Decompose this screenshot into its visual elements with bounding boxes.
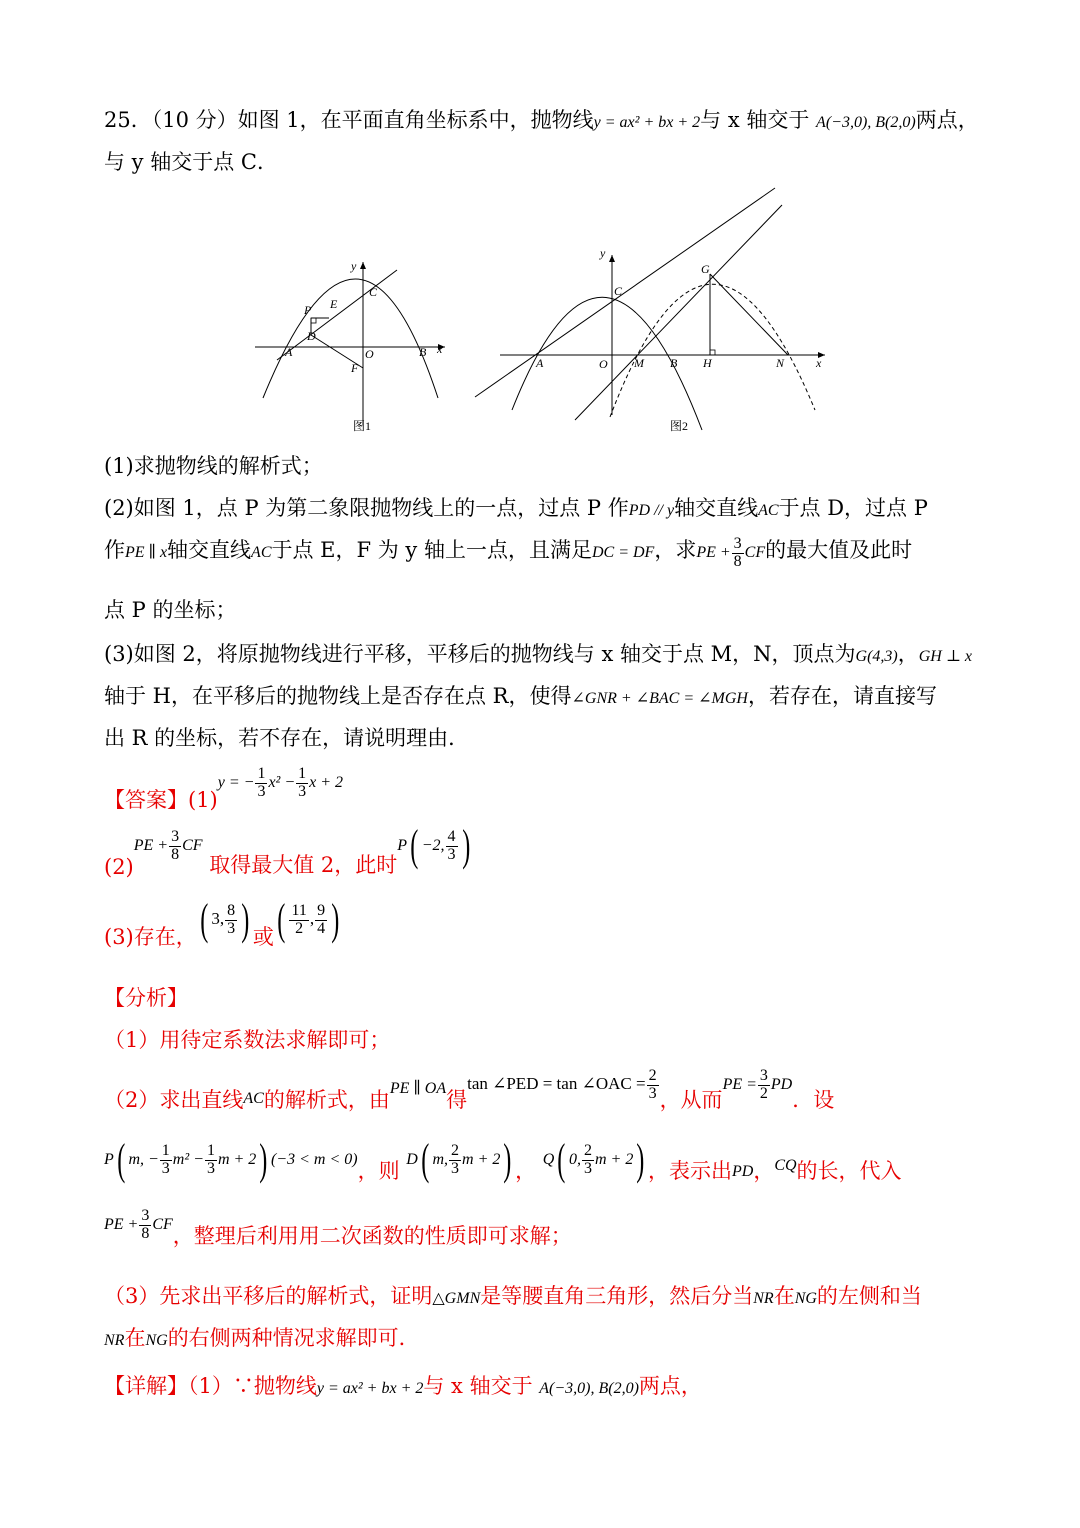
points-ab: A(−3,0), B(2,0): [816, 114, 916, 131]
s2-tan-text: tan ∠PED = tan ∠OAC =: [467, 1074, 646, 1093]
s2-point-d: D( m, $\frac{2}{3}$ m + 2): [406, 1135, 512, 1184]
fig1-label-f: F: [351, 361, 359, 375]
s2-text-d: ，从而: [659, 1088, 723, 1112]
fig1-label-b: B: [419, 345, 427, 359]
question-2-line-3: 点 P 的坐标；: [104, 598, 237, 622]
s2-text-a: （2）求出直线: [104, 1088, 244, 1112]
question-3-line-3: 出 R 的坐标，若不存在，请说明理由．: [104, 726, 470, 750]
q2-ac: AC: [758, 502, 779, 519]
s2-point-p: P( m, − $\frac{1}{3}$ m² − $\frac{1}{3}$ m + 2) (−3 < m < 0): [104, 1135, 358, 1184]
fig2-label-a: A: [536, 356, 544, 370]
s2-pd: PD: [731, 1162, 754, 1180]
s2-point-q: Q( 0, $\frac{2}{3}$ m + 2): [542, 1135, 645, 1184]
fig2-label-h: H: [703, 356, 712, 370]
q2-dc-df: DC = DF: [591, 544, 655, 561]
s2-text-b: 的解析式，由: [263, 1088, 390, 1112]
s3-text-c: 在: [773, 1284, 795, 1308]
s3-text-f: 的右侧两种情况求解即可．: [167, 1326, 420, 1350]
answer-1-equation: y = − 1 3 x² − 1 3 x + 2: [217, 765, 344, 800]
s2-text-h: ，表示出: [647, 1158, 732, 1183]
detail-line: [104, 1370, 702, 1400]
analysis-step-3-line-2: [104, 1322, 420, 1352]
s2-text-i: ，: [753, 1158, 775, 1183]
question-2-line-1: [104, 492, 928, 522]
s3-ng-2: NG: [145, 1332, 168, 1349]
a2-point: P( −2, 4 3 ): [397, 821, 470, 870]
a1-prefix: y = −: [217, 774, 255, 791]
fig1-label-y: y: [351, 259, 357, 273]
s2-text-f: ，则: [357, 1158, 400, 1183]
s3-text-d: 的左侧和当: [816, 1284, 922, 1308]
s2-text-k: ，整理后利用用二次函数的性质即可求解；: [172, 1224, 572, 1248]
s2-pe-pd: PE = $\frac{3}{2}$ PD: [722, 1067, 793, 1102]
detail-tag: 【详解】（1）∵抛物线: [104, 1374, 317, 1398]
fig2-caption: 图2: [670, 419, 689, 433]
q3-text-a: (3)如图 2，将原抛物线进行平移，平移后的抛物线与 x 轴交于点 M，N，顶点为: [104, 642, 856, 666]
s3-gmn: △GMN: [432, 1290, 481, 1307]
figure-2: [470, 185, 830, 440]
q2-text-d: 作: [104, 538, 125, 562]
q3-angles: ∠GNR + ∠BAC = ∠MGH: [571, 690, 748, 707]
fig2-label-o: O: [599, 357, 608, 371]
q3-gh-perp: GH ⊥ x: [918, 648, 973, 665]
s3-ng: NG: [794, 1290, 817, 1307]
q3-text-c: 轴于 H，在平移后的抛物线上是否存在点 R，使得: [104, 684, 572, 708]
fig1-label-c: C: [369, 285, 378, 299]
q2-text-b: 轴交直线: [674, 496, 759, 520]
s2-pe-oa: PE ∥ OA: [389, 1080, 447, 1097]
q3-text-d: ，若存在，请直接写: [747, 684, 937, 708]
detail-end: 两点，: [638, 1374, 702, 1398]
fig2-label-x: x: [816, 356, 822, 370]
answer-3: [104, 895, 343, 949]
a3-or: 或: [252, 924, 274, 949]
fig1-label-o: O: [365, 347, 374, 361]
s2-text-j: 的长，代入: [796, 1158, 902, 1183]
q2-ac-2: AC: [251, 544, 272, 561]
answer-1: [104, 765, 344, 812]
q2-text-g: ，求: [654, 538, 697, 562]
fig2-label-n: N: [776, 356, 785, 370]
analysis-step-1: （1）用待定系数法求解即可；: [104, 1028, 391, 1052]
detail-mid: 与 x 轴交于: [423, 1374, 533, 1398]
a2-text: 取得最大值 2，此时: [209, 852, 398, 877]
s2-expression: PE + $\frac{3}{8}$ CF: [104, 1207, 173, 1242]
answer-2: [104, 821, 473, 879]
q2-text-c: 于点 D，过点 P: [778, 496, 928, 520]
detail-equation: y = ax² + bx + 2: [316, 1380, 424, 1397]
problem-header-end: 两点，: [915, 108, 979, 132]
question-3-line-1: [104, 638, 972, 668]
a3-point-1: ( 3, 8 3 ): [200, 895, 250, 944]
s3-text-e: 在: [124, 1326, 146, 1350]
problem-line-1: [104, 104, 979, 134]
s2-text-c: 得: [446, 1088, 468, 1112]
fig2-label-y: y: [600, 246, 606, 260]
analysis-step-3-line-1: [104, 1280, 922, 1310]
s2-ac: AC: [243, 1090, 264, 1107]
fig1-caption: 图1: [353, 419, 372, 433]
problem-line-2: 与 y 轴交于点 C．: [104, 150, 278, 174]
q2-text-f: 于点 E，F 为 y 轴上一点，且满足: [271, 538, 592, 562]
s2-cq: CQ: [774, 1156, 797, 1174]
analysis-step-2-line-1: [104, 1066, 835, 1112]
q2-text-a: (2)如图 1，点 P 为第二象限抛物线上的一点，过点 P 作: [104, 496, 629, 520]
question-2-line-2: [104, 534, 912, 571]
problem-header-mid: 与 x 轴交于: [700, 108, 810, 132]
q3-vertex: G(4,3): [855, 648, 898, 665]
detail-points: A(−3,0), B(2,0): [539, 1380, 639, 1397]
a3-point-2: ( 11 2 , 9 4 ): [277, 895, 340, 944]
fig1-label-a: A: [285, 345, 293, 359]
fig1-label-e: E: [330, 297, 338, 311]
s2-range: (−3 < m < 0): [270, 1150, 358, 1168]
q2-text-h: 的最大值及此时: [765, 538, 913, 562]
fig2-label-b: B: [670, 356, 678, 370]
fig2-label-c: C: [614, 284, 623, 298]
question-1: (1)求抛物线的解析式；: [104, 454, 323, 478]
s2-text-e: ．设: [792, 1088, 835, 1112]
question-3-line-2: [104, 680, 937, 710]
s2-tan: tan ∠PED = tan ∠OAC = $\frac{2}{3}$: [467, 1066, 657, 1102]
fig2-label-g: G: [701, 262, 710, 276]
analysis-tag: 【分析】: [104, 986, 188, 1010]
s3-nr-2: NR: [104, 1332, 125, 1349]
q2-pd-parallel: PD // y: [628, 502, 675, 519]
s3-nr: NR: [753, 1290, 774, 1307]
a2-label: (2): [104, 854, 134, 879]
q2-text-e: 轴交直线: [167, 538, 252, 562]
s3-text-b: 是等腰直角三角形，然后分当: [480, 1284, 754, 1308]
s2-text-g: ，: [515, 1158, 537, 1183]
fig1-label-d: D: [307, 329, 316, 343]
q3-text-b: ，: [897, 642, 919, 666]
a2-expression: PE + 3 8 CF: [133, 827, 203, 863]
parabola-equation: y = ax² + bx + 2: [593, 114, 701, 131]
a3-label: (3)存在，: [104, 924, 197, 949]
fig1-label-x: x: [437, 342, 443, 356]
q2-pe-parallel: PE ∥ x: [125, 544, 168, 561]
analysis-step-2-line-2: [104, 1135, 902, 1184]
problem-header: 25．（10 分）如图 1，在平面直角坐标系中，抛物线: [104, 108, 594, 132]
fig1-label-p: P: [304, 303, 312, 317]
fig2-label-m: M: [634, 356, 644, 370]
q2-expression: PE + $\frac{3}{8}$ CF: [696, 535, 766, 570]
analysis-step-2-line-3: [104, 1206, 572, 1248]
figure-1: [245, 250, 455, 440]
s3-text-a: （3）先求出平移后的解析式，证明: [104, 1284, 433, 1308]
answer-tag: 【答案】(1): [104, 788, 218, 812]
